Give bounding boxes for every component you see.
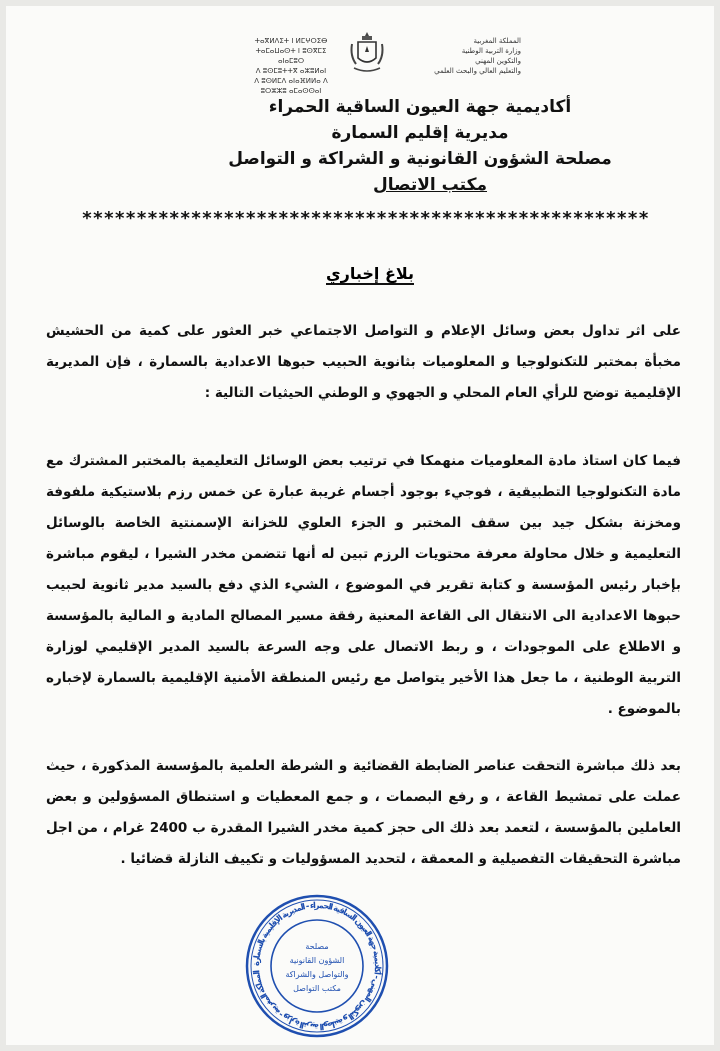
stamp-inner-line: الشؤون القانونية (289, 956, 345, 965)
stamp-inner-line: والتواصل والشراكة (285, 970, 349, 979)
letterhead-left-line: ⵜⴰⵎⴰⵡⴰⵙⵜ ⵏ ⵓⵙⴳⵎⵉ ⴰⵏⴰⵎⵓⵔ (255, 47, 327, 65)
directorate-title: مديرية إقليم السمارة (331, 123, 509, 143)
document-page (6, 6, 714, 1045)
document-subject (6, 264, 714, 285)
letterhead-right-line: المملكة المغربية (473, 37, 521, 45)
letterhead-right-line: والتكوين المهني (475, 57, 521, 65)
academy-title: أكاديمية جهة العيون الساقية الحمراء (268, 97, 572, 117)
official-stamp (242, 891, 392, 1041)
stamp-inner-line: مكتب التواصل (293, 984, 341, 993)
letterhead-left-line: ⴷ ⵓⵙⵍⵎⴷ ⴰⵏⴰⴼⵍⵍⴰ ⴷ ⵓⵔⵣⵣⵓ ⴰⵎⴰⵙⵙⴰⵏ (254, 77, 328, 95)
letterhead-tifinagh (246, 36, 336, 96)
letterhead-left-line: ⵜⴰⴳⵍⴷⵉⵜ ⵏ ⵍⵎⵖⵔⵉⴱ (254, 37, 328, 45)
subject-label: بلاغ إخباري (325, 264, 415, 283)
letterhead-right-line: وزارة التربية الوطنية (461, 47, 521, 55)
paragraph-followup: بعد ذلك مباشرة التحقت عناصر الضابطة القضائية و الشرطة العلمية بالمؤسسة المذكورة ، حيث عملت على تمشيط القاعة ، و رفع البصمات ، و جمع المعطيات و استنطاق المسؤولين و بعض العاملين بالمؤسسة ، لتعمد بعد ذلك الى حجز كمية مخدر الشيرا المقدرة ب 2400 غرام ، من اجل مباشرة التحقيقات التفصيلية و المعمقة ، لتحديد المسؤوليات و تكييف النازلة قضائيا . (46, 758, 681, 867)
letterhead-arabic (421, 36, 521, 76)
service-title: مصلحة الشؤون القانونية و الشراكة و التواصل (228, 149, 612, 169)
letterhead-right-line: والتعليم العالي والبحث العلمي (434, 67, 521, 75)
letterhead-left-line: ⴷ ⵓⵙⵎⵓⵜⵜⴳ ⴰⵣⵓⵍⴰⵏ (255, 67, 327, 75)
paragraph-details: فيما كان استاذ مادة المعلوميات منهمكا في ترتيب بعض الوسائل التعليمية بالمختبر المشترك مع مادة التكنولوجيا التطبيقية ، فوجيء بوجود أجسام غريبة عبارة عن خمس رزم بلاستيكية ملفوفة ومخزنة بشكل جيد بين سقف المختبر و الجزء العلوي للخزانة الإسمنتية الخاصة بالوسائل التعليمية و خلال محاولة معرفة محتويات الرزم تبين له أنها تتضمن مخدر الشيرا ، ليقوم مباشرة بإخبار رئيس المؤسسة و كتابة تقرير في الموضوع ، الشيء الذي دفع بالسيد مدير ثانوية لحبيب حبوها الاعدادية الى الانتقال الى القاعة المعنية رفقة مسير المصالح المادية و المالية بالمؤسسة و الاطلاع على الموجودات ، و ربط الاتصال على وجه السرعة بالسيد المدير الإقليمي لوزارة التربية الوطنية ، ما جعل هذا الأخير يتواصل مع رئيس المنطقة الأمنية الإقليمية بالسمارة لإخباره بالموضوع . (46, 453, 681, 717)
star-separator: **************************************************** (82, 208, 650, 229)
stamp-outer-text: المملكة المغربية - وزارة التربية الوطنية و التكوين المهني - أكاديمية جهة العيون الساقية الحمراء - المديرية الإقليمية بالسمارة (251, 900, 383, 1032)
stamp-inner-line: مصلحة (305, 942, 329, 951)
paragraph-intro: على اثر تداول بعض وسائل الإعلام و التواصل الاجتماعي خبر العثور على كمية من الحشيش مخبأة بمختبر للتكنولوجيا و المعلوميات بثانوية الحبيب حبوها الاعدادية بالسمارة ، فإن المديرية الإقليمية توضح للرأي العام المحلي و الجهوي و الوطني الحيثيات التالية : (46, 323, 681, 401)
institution-titles (6, 94, 714, 198)
moroccan-coat-of-arms-icon (346, 30, 388, 76)
office-title: مكتب الاتصال (372, 175, 488, 195)
